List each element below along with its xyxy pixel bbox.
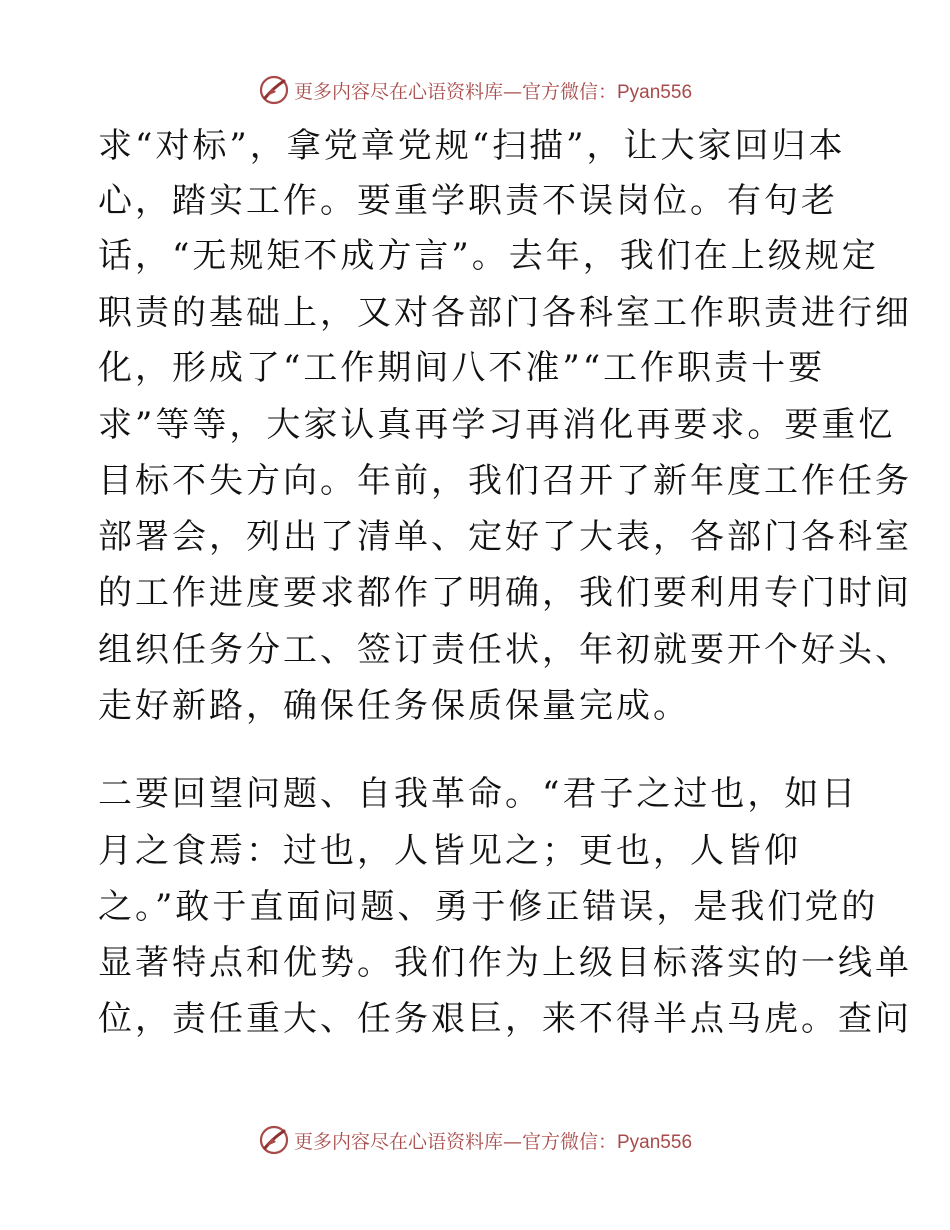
footer-wechat-id: Pyan556 [617, 1131, 693, 1153]
footer-watermark-banner [0, 1120, 950, 1160]
body-line: 之。”敢于直面问题、勇于修正错误，是我们党的 [98, 887, 879, 927]
header-watermark-text: 更多内容尽在心语资料库—官方微信： [293, 80, 617, 103]
body-line: 二要回望问题、自我革命。“君子之过也，如日 [98, 774, 859, 814]
footer-watermark-text: 更多内容尽在心语资料库—官方微信： [293, 1130, 617, 1153]
body-line: 组织任务分工、签订责任状，年初就要开个好头、 [98, 630, 912, 670]
body-line: 化，形成了“工作期间八不准”“工作职责十要 [98, 348, 826, 388]
body-line: 求”等等，大家认真再学习再消化再要求。要重忆 [98, 405, 896, 445]
body-line: 月之食焉：过也，人皆见之；更也，人皆仰 [98, 831, 801, 871]
body-line: 心，踏实工作。要重学职责不误岗位。有句老 [98, 181, 838, 221]
body-line: 走好新路，确保任务保质保量完成。 [98, 686, 690, 726]
body-line: 部署会，列出了清单、定好了大表，各部门各科室 [98, 517, 912, 557]
body-line: 话，“无规矩不成方言”。去年，我们在上级规定 [98, 236, 879, 276]
pen-logo-icon [258, 74, 290, 106]
body-line: 显著特点和优势。我们作为上级目标落实的一线单 [98, 943, 912, 983]
body-line: 求“对标”，拿党章党规“扫描”，让大家回归本 [98, 126, 846, 166]
header-wechat-id: Pyan556 [617, 81, 693, 103]
body-line: 位，责任重大、任务艰巨，来不得半点马虎。查问 [98, 999, 912, 1039]
body-line: 的工作进度要求都作了明确，我们要利用专门时间 [98, 573, 912, 613]
body-line: 目标不失方向。年前，我们召开了新年度工作任务 [98, 461, 912, 501]
body-line: 职责的基础上，又对各部门各科室工作职责进行细 [98, 293, 912, 333]
pen-logo-icon [258, 1124, 290, 1156]
header-watermark-banner [0, 70, 950, 110]
